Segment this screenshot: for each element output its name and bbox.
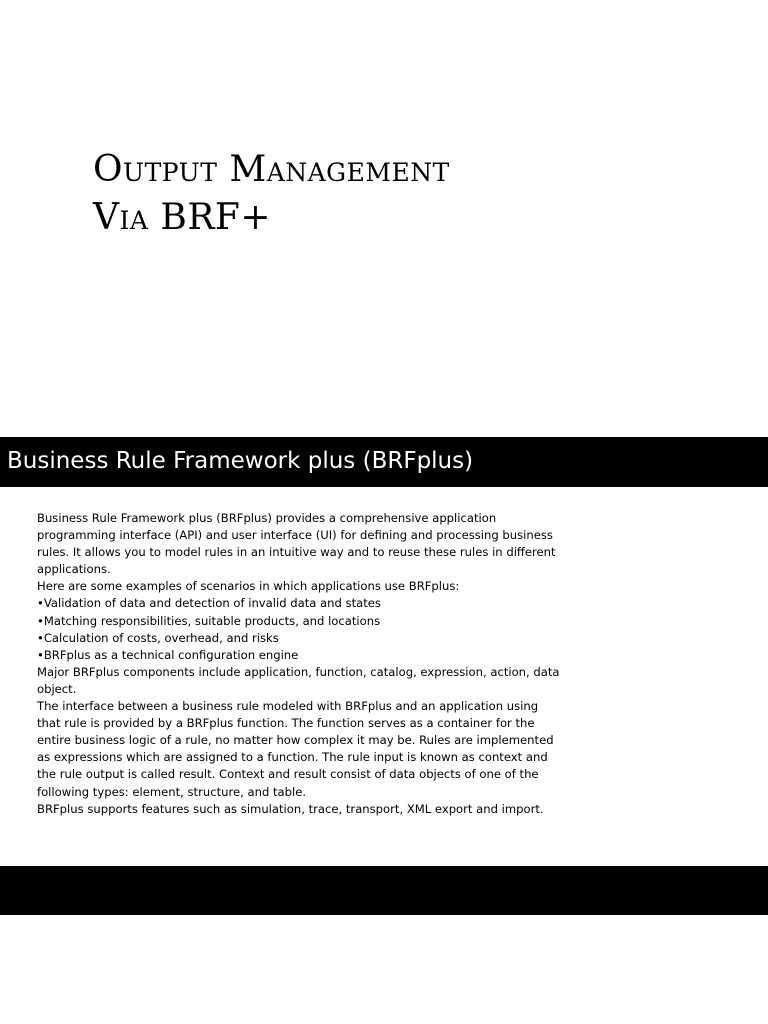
- body-paragraph: [37, 510, 577, 818]
- bullet-item: •BRFplus as a technical configuration engine: [37, 647, 299, 662]
- body-line: the rule output is called result. Context and result consist of data objects of one of the: [37, 767, 539, 782]
- body-line: rules. It allows you to model rules in an intuitive way and to reuse these rules in different: [37, 545, 556, 560]
- page-title: [93, 146, 733, 242]
- body-line: Major BRFplus components include application, function, catalog, expression, action, data: [37, 664, 560, 679]
- body-line: that rule is provided by a BRFplus function. The function serves as a container for the: [37, 716, 535, 731]
- body-line: as expressions which are assigned to a function. The rule input is known as context and: [37, 750, 548, 765]
- title-line-1: Output Management: [93, 149, 450, 190]
- body-line: programming interface (API) and user interface (UI) for defining and processing business: [37, 528, 553, 543]
- body-line: following types: element, structure, and table.: [37, 784, 307, 799]
- bullet-item: •Validation of data and detection of invalid data and states: [37, 596, 381, 611]
- bullet-item: •Matching responsibilities, suitable products, and locations: [37, 613, 381, 628]
- body-line: object.: [37, 681, 77, 696]
- body-line: entire business logic of a rule, no matter how complex it may be. Rules are implemented: [37, 733, 554, 748]
- body-line: Here are some examples of scenarios in which applications use BRFplus:: [37, 579, 460, 594]
- body-line: BRFplus supports features such as simulation, trace, transport, XML export and import.: [37, 801, 544, 816]
- section-header-bar: [0, 437, 768, 487]
- section-heading: Business Rule Framework plus (BRFplus): [7, 448, 474, 474]
- footer-bar: [0, 866, 768, 915]
- body-line: applications.: [37, 562, 111, 577]
- title-line-2: Via BRF+: [93, 197, 272, 238]
- bullet-item: •Calculation of costs, overhead, and risks: [37, 630, 279, 645]
- body-line: The interface between a business rule modeled with BRFplus and an application using: [37, 699, 539, 714]
- body-line: Business Rule Framework plus (BRFplus) provides a comprehensive application: [37, 511, 497, 525]
